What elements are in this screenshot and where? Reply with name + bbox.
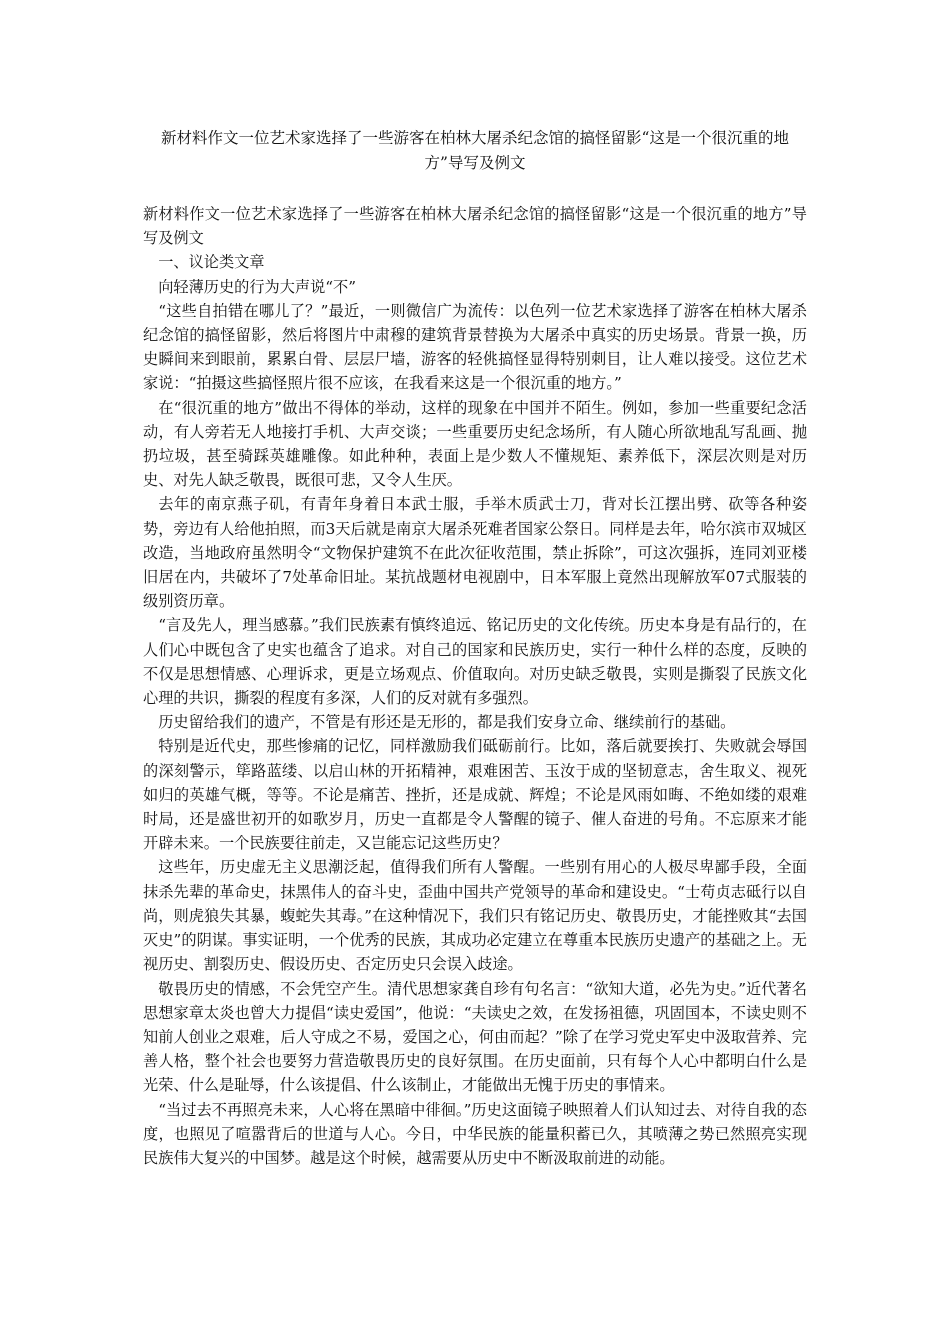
paragraph: “当过去不再照亮未来，人心将在黑暗中徘徊。”历史这面镜子映照着人们认知过去、对待自我的态度，也照见了喧嚣背后的世道与人心。今日，中华民族的能量积蓄已久，其喷薄之势已然照亮实现民族伟大复兴的中国梦。越是这个时候，越需要从历史中不断汲取前进的动能。: [143, 1100, 807, 1167]
paragraph: 这些年，历史虚无主义思潮泛起，值得我们所有人警醒。一些别有用心的人极尽卑鄙手段，全面抹杀先辈的革命史，抹黑伟人的奋斗史，歪曲中国共产党领导的革命和建设史。“士苟贞志砥行以自尚，则虎狼失其暴，蝮蛇失其毒。”在这种情况下，我们只有铭记历史、敬畏历史，才能挫败其“去国灭史”的阴谋。事实证明，一个优秀的民族，其成功必定建立在尊重本民族历史遗产的基础之上。无视历史、割裂历史、假设历史、否定历史只会误入歧途。: [143, 858, 807, 974]
paragraph: “言及先人，理当感慕。”我们民族素有慎终追远、铭记历史的文化传统。历史本身是有品行的，在人们心中既包含了史实也蕴含了追求。对自己的国家和民族历史，实行一种什么样的态度，反映的不仅是思想情感、心理诉求，更是立场观点、价值取向。对历史缺乏敬畏，实则是撕裂了民族文化心理的共识，撕裂的程度有多深，人们的反对就有多强烈。: [143, 616, 807, 708]
paragraph: 历史留给我们的遗产，不管是有形还是无形的，都是我们安身立命、继续前行的基础。: [158, 713, 736, 732]
document-subtitle: 新材料作文一位艺术家选择了一些游客在柏林大屠杀纪念馆的搞怪留影“这是一个很沉重的地方”导写及例文: [143, 205, 807, 248]
document-body: [143, 202, 807, 1170]
paragraph: “这些自拍错在哪儿了？”最近，一则微信广为流传：以色列一位艺术家选择了游客在柏林大屠杀纪念馆的搞怪留影，然后将图片中肃穆的建筑背景替换为大屠杀中真实的历史场景。背景一换，历史瞬间来到眼前，累累白骨、层层尸墙，游客的轻佻搞怪显得特别刺目，让人难以接受。这位艺术家说：“拍摄这些搞怪照片很不应该，在我看来这是一个很沉重的地方。”: [143, 301, 807, 393]
paragraph: 敬畏历史的情感，不会凭空产生。清代思想家龚自珍有句名言：“欲知大道，必先为史。”近代著名思想家章太炎也曾大力提倡“读史爱国”，他说：“夫读史之效，在发扬祖德，巩固国本，不读史则不知前人创业之艰难，后人守成之不易，爱国之心，何由而起？”除了在学习党史军史中汲取营养、完善人格，整个社会也要努力营造敬畏历史的良好氛围。在历史面前，只有每个人心中都明白什么是光荣、什么是耻辱，什么该提倡、什么该制止，才能做出无愧于历史的事情来。: [143, 979, 807, 1095]
section-heading: 一、议论类文章: [158, 253, 265, 272]
paragraph: 在“很沉重的地方”做出不得体的举动，这样的现象在中国并不陌生。例如，参加一些重要纪念活动，有人旁若无人地接打手机、大声交谈；一些重要历史纪念场所，有人随心所欲地乱写乱画、抛扔垃圾，甚至骑踩英雄雕像。如此种种，表面上是少数人不懂规矩、素养低下，深层次则是对历史、对先人缺乏敬畏，既很可悲，又令人生厌。: [143, 398, 807, 490]
document-title: 新材料作文一位艺术家选择了一些游客在柏林大屠杀纪念馆的搞怪留影“这是一个很沉重的地方”导写及例文: [161, 129, 789, 172]
paragraph: 去年的南京燕子矶，有青年身着日本武士服，手举木质武士刀，背对长江摆出劈、砍等各种姿势，旁边有人给他拍照，而3天后就是南京大屠杀死难者国家公祭日。同样是去年，哈尔滨市双城区改造，当地政府虽然明令“文物保护建筑不在此次征收范围，禁止拆除”，可这次强拆，连同刘亚楼旧居在内，共破坏了7处革命旧址。某抗战题材电视剧中，日本军服上竟然出现解放军07式服装的级别资历章。: [143, 495, 807, 611]
paragraph: 特别是近代史，那些惨痛的记忆，同样激励我们砥砺前行。比如，落后就要挨打、失败就会辱国的深刻警示，筚路蓝缕、以启山林的开拓精神，艰难困苦、玉汝于成的坚韧意志，舍生取义、视死如归的英雄气概，等等。不论是痛苦、挫折，还是成就、辉煌；不论是风雨如晦、不绝如缕的艰难时局，还是盛世初开的如歌岁月，历史一直都是令人警醒的镜子、催人奋进的号角。不忘原来才能开辟未来。一个民族要往前走，又岂能忘记这些历史？: [143, 737, 807, 853]
essay-title: 向轻薄历史的行为大声说“不”: [158, 277, 356, 296]
